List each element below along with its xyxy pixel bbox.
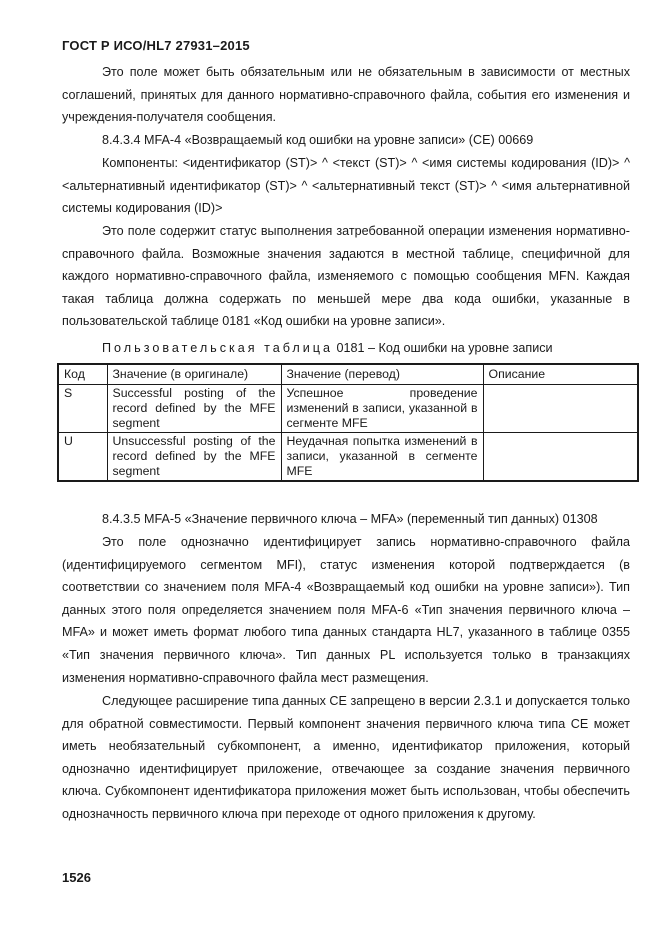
paragraph-primary-key: Это поле однозначно идентифицирует запись нормативно-справочного файла (идентифицируемого сегментом MFI), статус изменения которой подтверждается (в соответствии со значением поля MFA-4 «Возвращаемый код ошибки на уровне записи»). Тип данных этого поля определяется значением поля MFA-6 «Тип значения первичного ключа – MFA» и может иметь формат любого типа данных стандарта HL7, указанного в таблице 0355 «Тип значения первичного ключа». Тип данных PL используется только в транзакциях изменения нормативно-справочного файла мест размещения. bbox=[62, 535, 630, 685]
table-caption-rest: 0181 – Код ошибки на уровне записи bbox=[333, 341, 553, 355]
table-header-row bbox=[58, 364, 638, 385]
column-header-code: Код bbox=[58, 364, 107, 385]
page-number: 1526 bbox=[62, 870, 91, 885]
paragraph-field-optionality: Это поле может быть обязательным или не обязательным в зависимости от местных соглашений, принятых для данного нормативно-справочного файла, события его изменения и учреждения-получателя сообщения. bbox=[62, 65, 630, 125]
cell-description bbox=[483, 385, 638, 433]
cell-description bbox=[483, 433, 638, 482]
table-caption-prefix: Пользовательская таблица bbox=[102, 341, 334, 355]
document-header: ГОСТ Р ИСО/HL7 27931–2015 bbox=[62, 38, 250, 53]
table-caption bbox=[102, 338, 632, 358]
error-code-table bbox=[57, 363, 639, 482]
table-row bbox=[58, 433, 638, 482]
table-row bbox=[58, 385, 638, 433]
cell-original: Unsuccessful posting of the record defined by the MFE segment bbox=[107, 433, 281, 482]
paragraph-components: Компоненты: <идентификатор (ST)> ^ <текст (ST)> ^ <имя системы кодирования (ID)> ^ <альтернативный идентификатор (ST)> ^ <альтернативный текст (ST)> ^ <имя альтернативной системы кодирования (ID)> bbox=[62, 156, 630, 216]
cell-original: Successful posting of the record defined by the MFE segment bbox=[107, 385, 281, 433]
paragraph-ce-extension: Следующее расширение типа данных CE запрещено в версии 2.3.1 и допускается только для обратной совместимости. Первый компонент значения первичного ключа типа CE может иметь необязательный субкомпонент, а именно, идентификатор приложения, который однозначно идентифицирует приложение, отвечающее за создание значения первичного ключа. Субкомпонент идентификатора приложения может быть использован, чтобы обеспечить однозначность первичного ключа при переходе от одного приложения к другому. bbox=[62, 694, 630, 821]
section-heading-mfa-4: 8.4.3.4 MFA-4 «Возвращаемый код ошибки на уровне записи» (CE) 00669 bbox=[102, 133, 534, 147]
column-header-original: Значение (в оригинале) bbox=[107, 364, 281, 385]
cell-translation: Неудачная попытка изменений в записи, указанной в сегменте MFE bbox=[281, 433, 483, 482]
cell-code: S bbox=[58, 385, 107, 433]
paragraph-status-description: Это поле содержит статус выполнения затребованной операции изменения нормативно-справочного файла. Возможные значения задаются в местной таблице, специфичной для каждого нормативно-справочного файла, изменяемого с помощью сообщения MFN. Каждая такая таблица должна содержать по меньшей мере два кода ошибки, указанные в пользовательской таблице 0181 «Код ошибки на уровне записи». bbox=[62, 224, 630, 329]
section-heading-mfa-5: 8.4.3.5 MFA-5 «Значение первичного ключа – MFA» (переменный тип данных) 01308 bbox=[102, 512, 598, 526]
cell-code: U bbox=[58, 433, 107, 482]
cell-translation: Успешное проведение изменений в записи, указанной в сегменте MFE bbox=[281, 385, 483, 433]
column-header-translation: Значение (перевод) bbox=[281, 364, 483, 385]
column-header-description: Описание bbox=[483, 364, 638, 385]
